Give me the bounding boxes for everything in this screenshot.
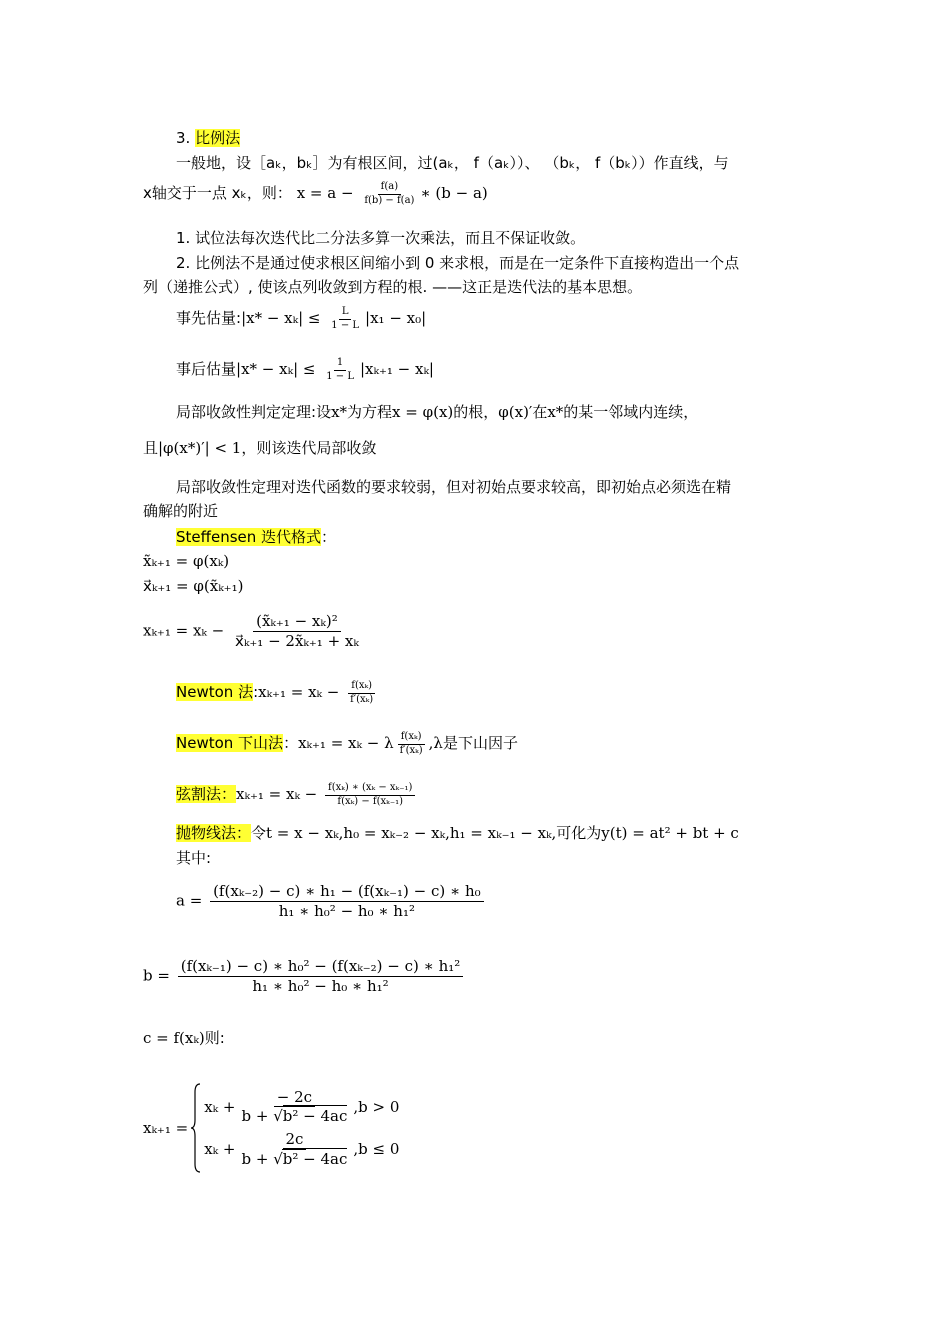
case2-lhs: xₖ + — [204, 1140, 236, 1159]
case1-lhs: xₖ + — [204, 1097, 236, 1116]
parabola-x-lhs: xₖ₊₁ = — [143, 1119, 189, 1137]
secant-fraction — [325, 782, 415, 808]
case-row-nonpositive — [204, 1130, 399, 1169]
parabola-b-fraction — [178, 957, 464, 996]
prior-rhs: |x₁ − x₀| — [365, 309, 427, 327]
posterior-label: 事后估量 — [176, 360, 237, 378]
formula-numerator: f(a) — [378, 181, 401, 195]
parabola-b-lhs: b = — [143, 966, 175, 985]
parabola-method — [176, 823, 739, 843]
false-position-formula — [296, 181, 488, 206]
case-row-positive — [204, 1088, 399, 1127]
secant-lhs: xₖ₊₁ = xₖ − — [236, 785, 323, 803]
steffensen-eq-1: x̃ₖ₊₁ = φ(xₖ) — [143, 552, 230, 570]
steffensen-heading — [176, 527, 336, 547]
case2-den-a: b + √ — [241, 1149, 283, 1168]
steffensen-eq-3 — [143, 612, 365, 651]
parabola-b-formula — [143, 957, 466, 996]
secant-label: 弦割法： — [176, 785, 237, 803]
newton-den: f′(xₖ) — [350, 693, 374, 705]
newton-downhill-label: Newton 下山法 — [176, 734, 284, 752]
newton-downhill-fraction — [397, 731, 426, 757]
parabola-iteration-formula — [143, 1082, 399, 1174]
prior-den: 1 − L — [331, 319, 360, 331]
secant-den: f(xₖ) − f(xₖ₋₁) — [337, 795, 404, 807]
posterior-rhs: |xₖ₊₁ − xₖ| — [359, 360, 434, 378]
note-2b: 列（递推公式）, 使该点列收敛到方程的根. ——这正是迭代法的基本思想。 — [143, 278, 643, 296]
newton-downhill-den: f′(xₖ) — [399, 744, 423, 756]
parabola-a-fraction — [210, 882, 484, 921]
case2-num: 2c — [282, 1130, 306, 1150]
local-text-2: 且|φ(x*)′| < 1，则该迭代局部收敛 — [143, 439, 377, 457]
intro-line-1: 一般地，设［aₖ，bₖ］为有根区间，过(aₖ， f（aₖ））、 （bₖ， f（bₖ））作直线，与 — [176, 154, 729, 172]
left-brace — [190, 1082, 202, 1174]
newton-downhill-method — [176, 731, 518, 757]
formula-rhs: ∗ (b − a) — [420, 184, 488, 202]
steffensen-colon: ： — [321, 528, 337, 546]
steffensen-eq-3-num: (x̃ₖ₊₁ − xₖ)² — [253, 612, 341, 632]
steffensen-eq-3-den: x⃗ₖ₊₁ − 2x̃ₖ₊₁ + xₖ — [235, 631, 359, 650]
case2-den — [238, 1150, 350, 1169]
prior-label: 事先估量: — [176, 309, 242, 327]
formula-lhs: x = a − — [296, 184, 359, 202]
intro-line-2 — [143, 181, 488, 207]
newton-downhill-lhs: xₖ₊₁ = xₖ − λ — [298, 734, 394, 752]
note-1: 1. 试位法每次迭代比二分法多算一次乘法，而且不保证收敛。 — [176, 229, 586, 247]
prior-formula — [241, 306, 427, 331]
prior-num: L — [339, 306, 352, 320]
cases-block — [204, 1088, 399, 1169]
posterior-num: 1 — [334, 357, 346, 371]
newton-num: f(xₖ) — [348, 680, 375, 694]
newton-formula — [258, 680, 379, 705]
prior-estimate — [176, 306, 426, 332]
prior-fraction — [328, 306, 362, 332]
posterior-formula — [236, 357, 434, 382]
case1-num: − 2c — [274, 1088, 315, 1108]
newton-downhill-num: f(xₖ) — [398, 731, 425, 745]
posterior-lhs: |x* − xₖ| ≤ — [236, 360, 321, 378]
parabola-b-num: (f(xₖ₋₁) − c) ∗ h₀² − (f(xₖ₋₂) − c) ∗ h₁² — [178, 957, 464, 977]
secant-num: f(xₖ) ∗ (xₖ − xₖ₋₁) — [325, 782, 415, 796]
parabola-c-eq: c = f(xₖ) — [143, 1029, 205, 1047]
intro-line-2-text: x轴交于一点 xₖ，则： — [143, 184, 292, 202]
section-number: 3. — [176, 129, 196, 147]
steffensen-eq-3-lhs: xₖ₊₁ = xₖ − — [143, 621, 230, 640]
case1-fraction — [238, 1088, 350, 1127]
local-text-1: 设x*为方程x = φ(x)的根，φ(x)′在x*的某一邻域内连续， — [316, 403, 699, 421]
parabola-a-den: h₁ ∗ h₀² − h₀ ∗ h₁² — [278, 901, 415, 920]
secant-method — [176, 782, 418, 808]
case1-den-a: b + √ — [241, 1107, 283, 1126]
newton-label: Newton 法 — [176, 683, 254, 701]
newton-downhill-rhs: ,λ — [428, 734, 443, 752]
parabola-a-formula — [176, 882, 487, 921]
newton-downhill-colon: ： — [283, 734, 299, 752]
parabola-a-num: (f(xₖ₋₂) − c) ∗ h₁ − (f(xₖ₋₁) − c) ∗ h₀ — [210, 882, 484, 902]
local-remark-2: 确解的附近 — [143, 502, 219, 520]
newton-downhill-tail: 是下山因子 — [442, 734, 518, 752]
steffensen-eq-3-fraction — [232, 612, 362, 651]
newton-fraction — [347, 680, 376, 706]
parabola-text: 令t = x − xₖ,h₀ = xₖ₋₂ − xₖ,h₁ = xₖ₋₁ − xₖ,可化为y(t) = at² + bt + c — [251, 824, 739, 842]
posterior-fraction — [323, 357, 357, 383]
newton-lhs: xₖ₊₁ = xₖ − — [258, 683, 345, 701]
steffensen-eq-2: x⃗ₖ₊₁ = φ(x̃ₖ₊₁) — [143, 577, 244, 595]
newton-downhill-formula — [298, 731, 443, 756]
newton-method — [176, 680, 379, 706]
case2-condition: ,b ≤ 0 — [353, 1140, 400, 1159]
note-2a: 2. 比例法不是通过使求根区间缩小到 0 来求根，而是在一定条件下直接构造出一个点 — [176, 254, 740, 272]
section-heading — [176, 128, 240, 148]
local-remark-1: 局部收敛性定理对迭代函数的要求较弱，但对初始点要求较高，即初始点必须选在精 — [176, 478, 732, 496]
newton-colon: : — [253, 683, 259, 701]
case1-condition: ,b > 0 — [353, 1097, 400, 1116]
section-title: 比例法 — [195, 129, 241, 147]
secant-formula — [236, 782, 418, 807]
formula-fraction — [361, 181, 417, 207]
parabola-c-tail: 则: — [204, 1029, 225, 1047]
case1-den-b: b² − 4ac — [282, 1107, 348, 1126]
local-convergence-theorem — [176, 402, 698, 422]
steffensen-label: Steffensen 迭代格式 — [176, 528, 322, 546]
case2-fraction — [238, 1130, 350, 1169]
case1-den — [238, 1107, 350, 1126]
formula-denominator: f(b) − f(a) — [364, 194, 415, 206]
case2-den-b: b² − 4ac — [282, 1149, 348, 1168]
posterior-estimate — [176, 357, 434, 383]
parabola-a-lhs: a = — [176, 891, 208, 910]
parabola-b-den: h₁ ∗ h₀² − h₀ ∗ h₁² — [252, 976, 389, 995]
parabola-c-formula — [143, 1028, 225, 1048]
parabola-label: 抛物线法： — [176, 824, 252, 842]
local-label: 局部收敛性判定定理: — [176, 403, 317, 421]
prior-lhs: |x* − xₖ| ≤ — [241, 309, 326, 327]
posterior-den: 1 − L — [326, 370, 354, 382]
parabola-where: 其中: — [176, 849, 212, 867]
